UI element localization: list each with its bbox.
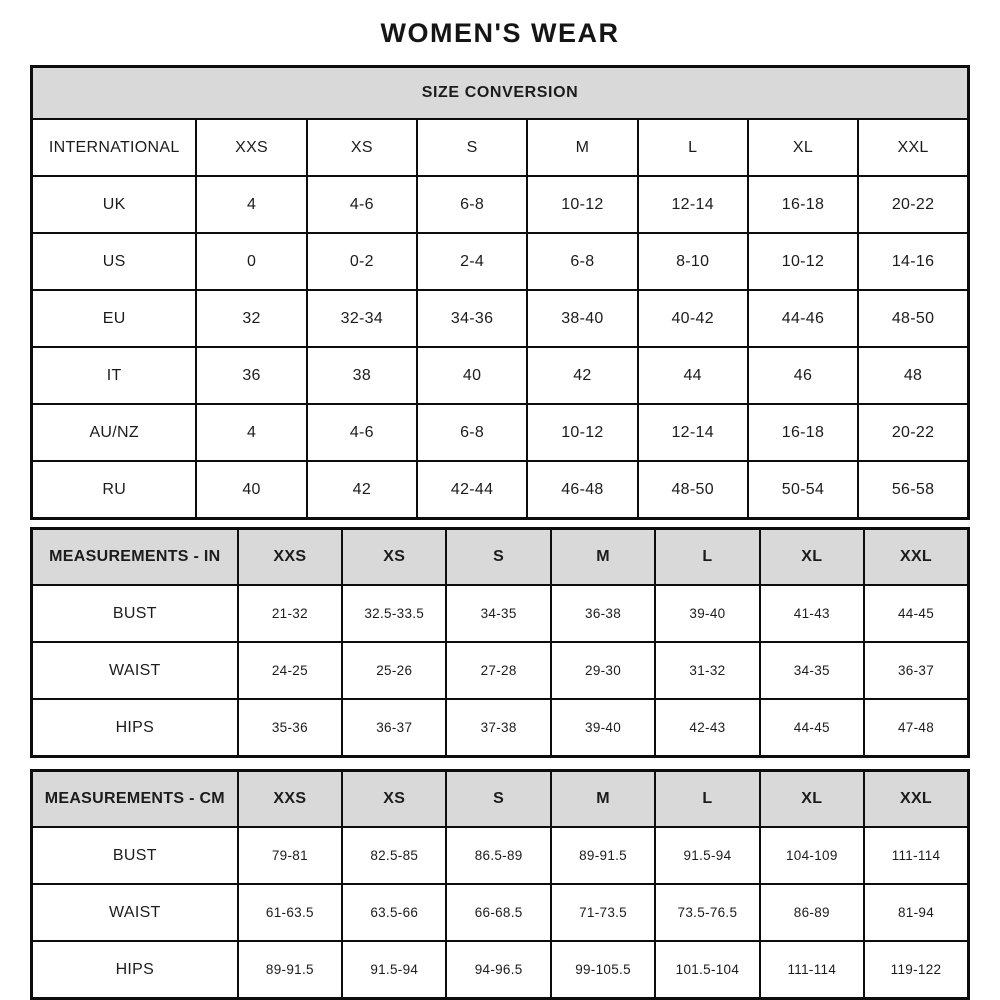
value-cell: 40-42 bbox=[638, 290, 748, 347]
size-header-l: L bbox=[655, 529, 759, 586]
value-cell: 36-37 bbox=[342, 699, 446, 757]
value-cell: 6-8 bbox=[417, 404, 527, 461]
value-cell: 36-37 bbox=[864, 642, 968, 699]
size-guide-page bbox=[30, 0, 970, 1000]
value-cell: 37-38 bbox=[446, 699, 550, 757]
value-cell: 44-45 bbox=[864, 585, 968, 642]
table-row bbox=[32, 699, 969, 757]
header-label: MEASUREMENTS - CM bbox=[32, 771, 238, 828]
table-row bbox=[32, 347, 969, 404]
value-cell: 89-91.5 bbox=[238, 941, 342, 999]
value-cell: 99-105.5 bbox=[551, 941, 655, 999]
value-cell: 10-12 bbox=[748, 233, 858, 290]
value-cell: 86-89 bbox=[760, 884, 864, 941]
table-row bbox=[32, 884, 969, 941]
table-row bbox=[32, 461, 969, 519]
value-cell: 25-26 bbox=[342, 642, 446, 699]
value-cell: 71-73.5 bbox=[551, 884, 655, 941]
value-cell: 39-40 bbox=[655, 585, 759, 642]
value-cell: 34-35 bbox=[446, 585, 550, 642]
value-cell: 44-46 bbox=[748, 290, 858, 347]
value-cell: 29-30 bbox=[551, 642, 655, 699]
value-cell: 24-25 bbox=[238, 642, 342, 699]
value-cell: 0 bbox=[196, 233, 306, 290]
value-cell: 119-122 bbox=[864, 941, 968, 999]
size-header-xs: XS bbox=[342, 529, 446, 586]
value-cell: 6-8 bbox=[527, 233, 637, 290]
size-header-xxs: XXS bbox=[196, 119, 306, 176]
size-header-xxs: XXS bbox=[238, 529, 342, 586]
size-header-l: L bbox=[638, 119, 748, 176]
value-cell: 86.5-89 bbox=[446, 827, 550, 884]
size-header-m: M bbox=[551, 529, 655, 586]
value-cell: 20-22 bbox=[858, 404, 968, 461]
row-label: WAIST bbox=[32, 884, 238, 941]
value-cell: 48-50 bbox=[638, 461, 748, 519]
row-label: HIPS bbox=[32, 699, 238, 757]
row-label: WAIST bbox=[32, 642, 238, 699]
value-cell: 32.5-33.5 bbox=[342, 585, 446, 642]
value-cell: 12-14 bbox=[638, 404, 748, 461]
row-label: BUST bbox=[32, 585, 238, 642]
row-label: EU bbox=[32, 290, 197, 347]
value-cell: 56-58 bbox=[858, 461, 968, 519]
measurements-cm-table bbox=[30, 769, 970, 1000]
header-row bbox=[32, 771, 969, 828]
value-cell: 42 bbox=[527, 347, 637, 404]
value-cell: 32-34 bbox=[307, 290, 417, 347]
value-cell: 4 bbox=[196, 404, 306, 461]
value-cell: 79-81 bbox=[238, 827, 342, 884]
header-row bbox=[32, 529, 969, 586]
value-cell: 36 bbox=[196, 347, 306, 404]
value-cell: 82.5-85 bbox=[342, 827, 446, 884]
size-header-xxl: XXL bbox=[864, 771, 968, 828]
value-cell: 48 bbox=[858, 347, 968, 404]
size-conversion-table bbox=[30, 65, 970, 520]
value-cell: 91.5-94 bbox=[342, 941, 446, 999]
size-header-m: M bbox=[551, 771, 655, 828]
value-cell: 10-12 bbox=[527, 176, 637, 233]
value-cell: 16-18 bbox=[748, 404, 858, 461]
table-row bbox=[32, 585, 969, 642]
value-cell: 46-48 bbox=[527, 461, 637, 519]
value-cell: 111-114 bbox=[760, 941, 864, 999]
table-row bbox=[32, 290, 969, 347]
value-cell: 94-96.5 bbox=[446, 941, 550, 999]
value-cell: 42 bbox=[307, 461, 417, 519]
value-cell: 20-22 bbox=[858, 176, 968, 233]
value-cell: 16-18 bbox=[748, 176, 858, 233]
value-cell: 42-43 bbox=[655, 699, 759, 757]
value-cell: 47-48 bbox=[864, 699, 968, 757]
measurements-cm-body bbox=[32, 771, 969, 999]
value-cell: 89-91.5 bbox=[551, 827, 655, 884]
row-label: RU bbox=[32, 461, 197, 519]
value-cell: 66-68.5 bbox=[446, 884, 550, 941]
table-row bbox=[32, 827, 969, 884]
value-cell: 12-14 bbox=[638, 176, 748, 233]
value-cell: 63.5-66 bbox=[342, 884, 446, 941]
value-cell: 10-12 bbox=[527, 404, 637, 461]
value-cell: 4 bbox=[196, 176, 306, 233]
table-row bbox=[32, 404, 969, 461]
size-header-xxl: XXL bbox=[858, 119, 968, 176]
size-header-s: S bbox=[417, 119, 527, 176]
size-header-xl: XL bbox=[760, 529, 864, 586]
value-cell: 48-50 bbox=[858, 290, 968, 347]
size-header-s: S bbox=[446, 771, 550, 828]
size-header-m: M bbox=[527, 119, 637, 176]
value-cell: 41-43 bbox=[760, 585, 864, 642]
measurements-in-body bbox=[32, 529, 969, 757]
value-cell: 44-45 bbox=[760, 699, 864, 757]
value-cell: 39-40 bbox=[551, 699, 655, 757]
row-label: AU/NZ bbox=[32, 404, 197, 461]
header-row bbox=[32, 119, 969, 176]
value-cell: 32 bbox=[196, 290, 306, 347]
size-header-xs: XS bbox=[342, 771, 446, 828]
value-cell: 34-36 bbox=[417, 290, 527, 347]
value-cell: 73.5-76.5 bbox=[655, 884, 759, 941]
value-cell: 101.5-104 bbox=[655, 941, 759, 999]
value-cell: 91.5-94 bbox=[655, 827, 759, 884]
value-cell: 42-44 bbox=[417, 461, 527, 519]
value-cell: 46 bbox=[748, 347, 858, 404]
row-label: IT bbox=[32, 347, 197, 404]
measurements-in-table bbox=[30, 527, 970, 758]
value-cell: 34-35 bbox=[760, 642, 864, 699]
value-cell: 81-94 bbox=[864, 884, 968, 941]
size-header-xxl: XXL bbox=[864, 529, 968, 586]
size-header-s: S bbox=[446, 529, 550, 586]
value-cell: 38-40 bbox=[527, 290, 637, 347]
table-row bbox=[32, 642, 969, 699]
size-header-l: L bbox=[655, 771, 759, 828]
header-label: MEASUREMENTS - IN bbox=[32, 529, 238, 586]
size-header-xl: XL bbox=[748, 119, 858, 176]
page-title: WOMEN'S WEAR bbox=[380, 18, 620, 48]
value-cell: 35-36 bbox=[238, 699, 342, 757]
value-cell: 0-2 bbox=[307, 233, 417, 290]
table-title-row bbox=[32, 67, 969, 120]
value-cell: 40 bbox=[417, 347, 527, 404]
value-cell: 50-54 bbox=[748, 461, 858, 519]
header-label: INTERNATIONAL bbox=[32, 119, 197, 176]
row-label: HIPS bbox=[32, 941, 238, 999]
value-cell: 40 bbox=[196, 461, 306, 519]
value-cell: 2-4 bbox=[417, 233, 527, 290]
value-cell: 14-16 bbox=[858, 233, 968, 290]
value-cell: 104-109 bbox=[760, 827, 864, 884]
size-header-xs: XS bbox=[307, 119, 417, 176]
table-row bbox=[32, 941, 969, 999]
table-title: SIZE CONVERSION bbox=[32, 67, 969, 120]
size-conversion-body bbox=[32, 67, 969, 519]
value-cell: 38 bbox=[307, 347, 417, 404]
value-cell: 111-114 bbox=[864, 827, 968, 884]
row-label: UK bbox=[32, 176, 197, 233]
size-header-xl: XL bbox=[760, 771, 864, 828]
value-cell: 36-38 bbox=[551, 585, 655, 642]
row-label: US bbox=[32, 233, 197, 290]
value-cell: 6-8 bbox=[417, 176, 527, 233]
value-cell: 21-32 bbox=[238, 585, 342, 642]
row-label: BUST bbox=[32, 827, 238, 884]
size-header-xxs: XXS bbox=[238, 771, 342, 828]
value-cell: 61-63.5 bbox=[238, 884, 342, 941]
table-row bbox=[32, 176, 969, 233]
value-cell: 31-32 bbox=[655, 642, 759, 699]
value-cell: 27-28 bbox=[446, 642, 550, 699]
table-row bbox=[32, 233, 969, 290]
value-cell: 44 bbox=[638, 347, 748, 404]
value-cell: 8-10 bbox=[638, 233, 748, 290]
value-cell: 4-6 bbox=[307, 176, 417, 233]
value-cell: 4-6 bbox=[307, 404, 417, 461]
